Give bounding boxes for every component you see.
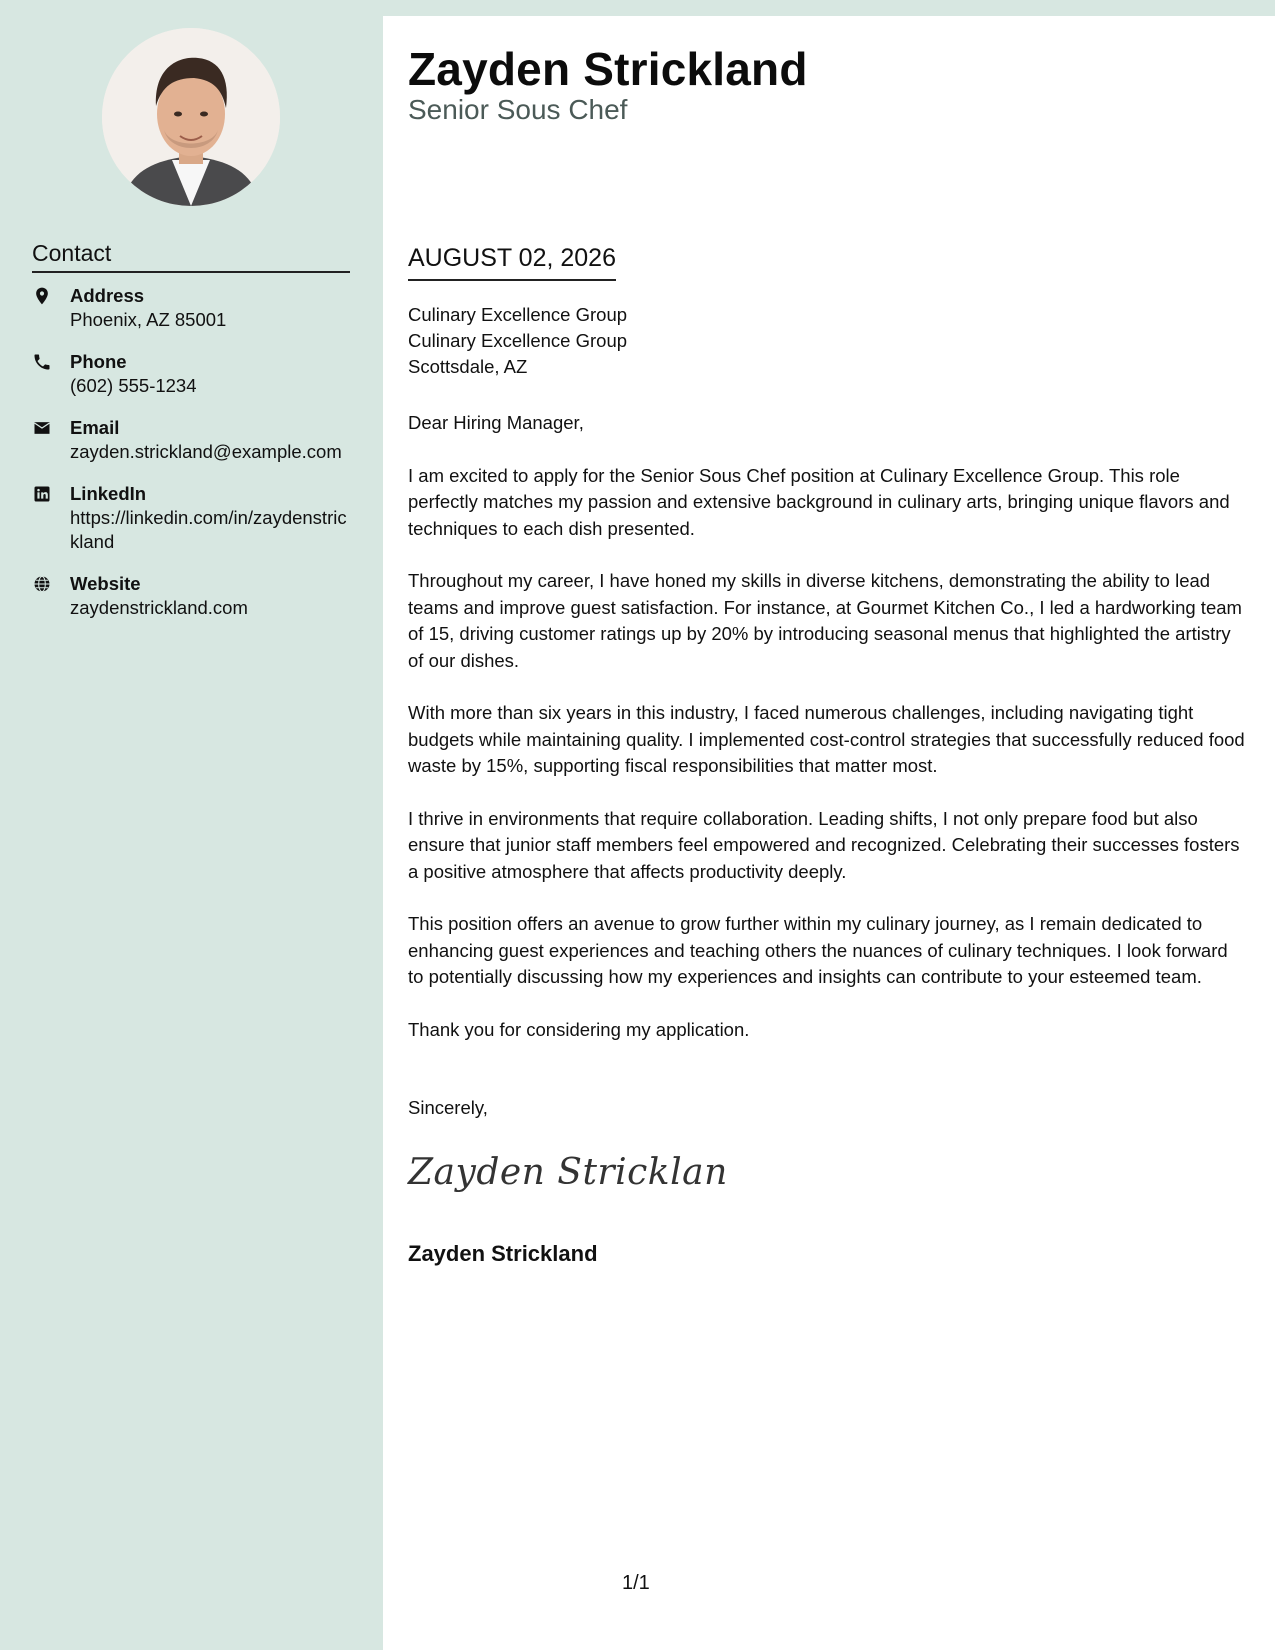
applicant-name: Zayden Strickland xyxy=(408,43,808,95)
contact-label: Phone xyxy=(70,351,127,372)
paragraph: Throughout my career, I have honed my skills in diverse kitchens, demonstrating the ability to lead teams and improve guest satisfaction. For instance, at Gourmet Kitchen Co., I led a hardworking team of 15, driving customer ratings up by 20% by introducing seasonal menus that highlighted the artistry of our dishes. xyxy=(408,570,1242,671)
envelope-icon xyxy=(32,418,56,442)
paragraph: I am excited to apply for the Senior Sous Chef position at Culinary Excellence Group. This role perfectly matches my passion and extensive background in culinary arts, bringing unique flavors and techniques to each dish presented. xyxy=(408,464,1230,539)
contact-item-phone xyxy=(32,350,362,398)
contact-label: Email xyxy=(70,417,120,438)
job-title: Senior Sous Chef xyxy=(408,94,628,125)
letter-date: AUGUST 02, 2026 xyxy=(408,244,616,281)
contact-item-website xyxy=(32,572,362,620)
contact-label: LinkedIn xyxy=(70,483,147,504)
contact-value: Phoenix, AZ 85001 xyxy=(70,309,227,330)
contact-item-linkedin xyxy=(32,482,362,554)
linkedin-icon xyxy=(32,484,56,508)
paragraph: I thrive in environments that require collaboration. Leading shifts, I not only prepare food but also ensure that junior staff members feel empowered and recognized. Celebrating their successes fosters a positive atmosphere that affects productivity deeply. xyxy=(408,807,1240,882)
contact-value: zayden.strickland@example.com xyxy=(70,441,342,462)
paragraph: This position offers an avenue to grow further within my culinary journey, as I remain dedicated to enhancing guest experiences and teaching others the nuances of culinary techniques. I look forward to potentially discussing how my experiences and insights can contribute to your esteemed team. xyxy=(408,913,1228,987)
paragraph: Thank you for considering my application. xyxy=(408,1018,750,1040)
recipient-line: Culinary Excellence Group xyxy=(408,330,628,351)
recipient-block xyxy=(408,302,627,380)
contact-label: Address xyxy=(70,285,145,306)
globe-icon xyxy=(32,574,56,598)
sidebar xyxy=(0,0,383,1650)
contact-value: (602) 555-1234 xyxy=(70,375,197,396)
profile-photo xyxy=(102,28,280,206)
recipient-line: Scottsdale, AZ xyxy=(408,356,528,377)
contact-heading: Contact xyxy=(32,240,350,273)
page-number: 1/1 xyxy=(622,1572,650,1594)
contact-item-address xyxy=(32,284,362,332)
contact-value[interactable]: zaydenstrickland.com xyxy=(70,597,248,618)
paragraph: With more than six years in this industry, I faced numerous challenges, including navigating tight budgets while maintaining quality. I implemented cost-control strategies that successfully reduced food waste by 15%, supporting fiscal responsibilities that matter most. xyxy=(408,702,1245,776)
contact-label: Website xyxy=(70,573,141,594)
contact-item-email xyxy=(32,416,362,464)
signature: Zayden Stricklan xyxy=(408,1152,728,1193)
phone-icon xyxy=(32,352,56,376)
letter-content xyxy=(408,410,1248,1069)
signer-name: Zayden Strickland xyxy=(408,1241,598,1266)
recipient-line: Culinary Excellence Group xyxy=(408,304,628,325)
map-pin-icon xyxy=(32,286,56,310)
salutation: Dear Hiring Manager, xyxy=(408,412,584,433)
avatar xyxy=(102,28,280,206)
contact-value[interactable]: https://linkedin.com/in/zaydenstrickland xyxy=(70,507,347,552)
closing: Sincerely, xyxy=(408,1097,488,1118)
contact-list xyxy=(32,284,362,638)
